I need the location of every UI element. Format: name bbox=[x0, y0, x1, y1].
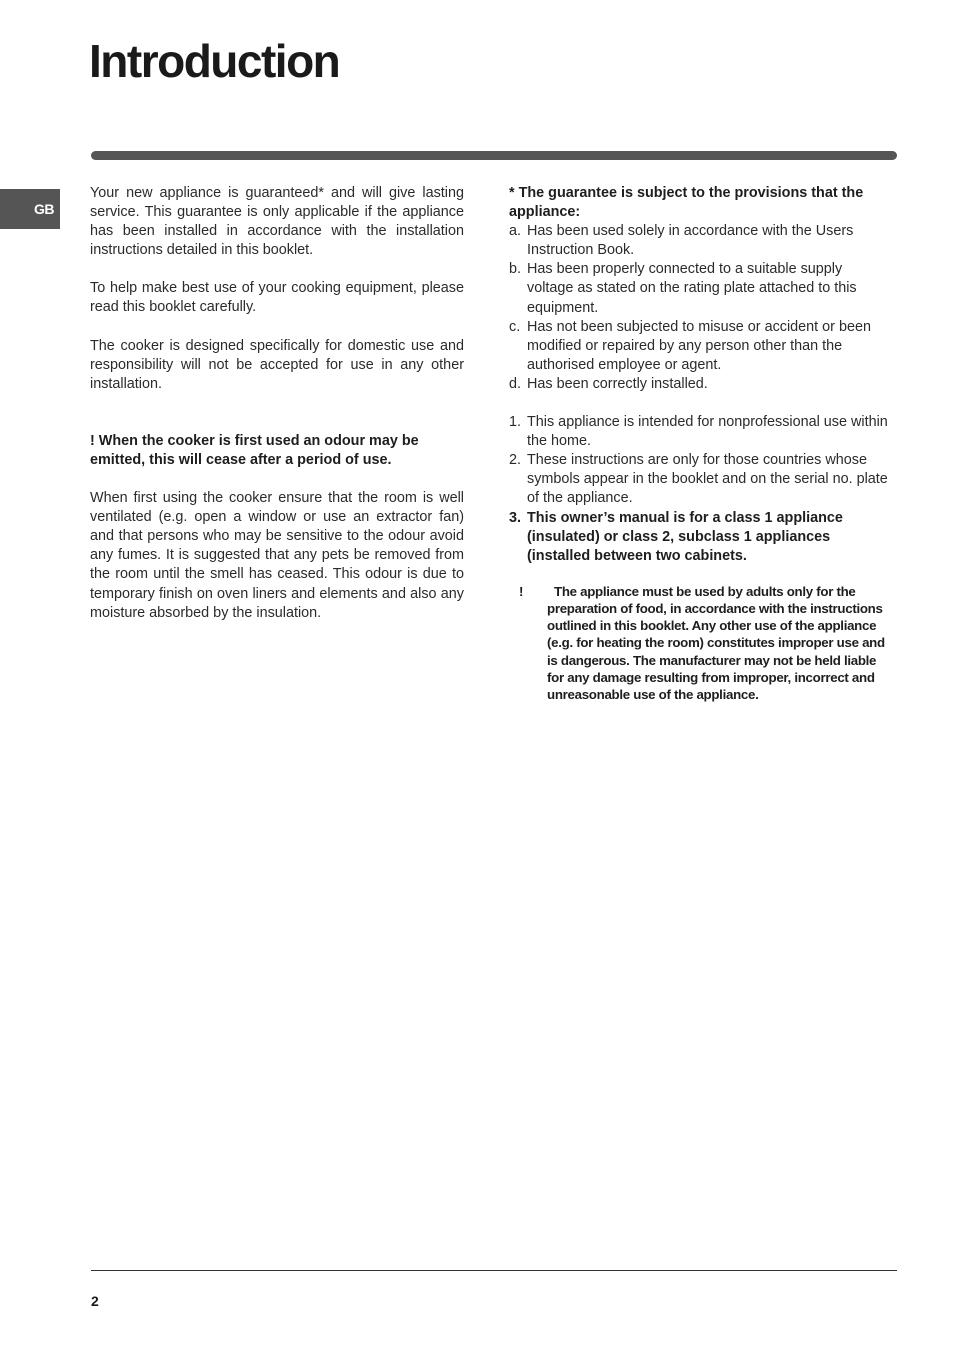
odour-warning-text: When the cooker is first used an odour may be emitted, this will cease after a period of use. bbox=[90, 432, 419, 468]
warning-mark: ! bbox=[519, 583, 524, 599]
footer-divider bbox=[91, 1270, 897, 1271]
list-marker: d. bbox=[509, 375, 522, 392]
language-tab: GB bbox=[0, 189, 60, 229]
right-column bbox=[509, 184, 891, 703]
list-item bbox=[509, 375, 891, 394]
improper-use-warning-text bbox=[547, 583, 891, 703]
list-item-text: This owner’s manual is for a class 1 appliance (insulated) or class 2, subclass 1 appliances (installed between two cabinets. bbox=[527, 509, 843, 564]
list-item bbox=[509, 451, 891, 508]
warning-first-line: The appliance must be used by adults only for the bbox=[554, 583, 856, 599]
list-marker: 1. bbox=[509, 414, 522, 431]
list-item-text: These instructions are only for those countries whose symbols appear in the booklet and on the serial no. plate of the appliance. bbox=[527, 452, 888, 507]
list-marker: 3. bbox=[509, 509, 522, 526]
page-title: Introduction bbox=[89, 35, 340, 87]
read-booklet-paragraph: To help make best use of your cooking equipment, please read this booklet carefully. bbox=[90, 280, 464, 316]
list-item-text: Has been correctly installed. bbox=[527, 375, 708, 392]
warning-mark: ! bbox=[90, 432, 95, 449]
domestic-use-paragraph: The cooker is designed specifically for domestic use and responsibility will not be accepted for use in any other installation. bbox=[90, 337, 464, 392]
page-number: 2 bbox=[91, 1293, 99, 1309]
list-item bbox=[509, 509, 891, 566]
list-item bbox=[509, 222, 891, 260]
conditions-list bbox=[509, 222, 891, 394]
ventilation-paragraph: When first using the cooker ensure that the room is well ventilated (e.g. open a window or use an extractor fan) and that persons who may be sensitive to the odour avoid any fumes. It is suggested that any pets be removed from the room until the smell has ceased. This odour is due to temporary finish on oven liners and elements and also any moisture absorbed by the insulation. bbox=[90, 490, 464, 621]
list-item-text: Has not been subjected to misuse or accident or been modified or repaired by any person other than the authorised employee or agent. bbox=[527, 318, 871, 373]
improper-use-warning bbox=[509, 583, 891, 703]
list-marker: a. bbox=[509, 223, 522, 240]
warning-rest: preparation of food, in accordance with the instructions outlined in this booklet. Any other use of the appliance (e.g. for heating the room) constitutes improper use and is dangerous. The manufacturer may not be held liable for any damage resulting from improper, incorrect and unreasonable use of the appliance. bbox=[547, 600, 885, 702]
guarantee-conditions-heading: * The guarantee is subject to the provisions that the appliance: bbox=[509, 185, 864, 221]
odour-warning bbox=[90, 432, 464, 470]
notes-list bbox=[509, 413, 891, 566]
list-item-text: Has been used solely in accordance with the Users Instruction Book. bbox=[527, 223, 854, 259]
left-column bbox=[90, 184, 464, 623]
list-item bbox=[509, 413, 891, 451]
list-marker: 2. bbox=[509, 452, 522, 469]
list-item-text: Has been properly connected to a suitable supply voltage as stated on the rating plate attached to this equipment. bbox=[527, 261, 857, 316]
list-marker: c. bbox=[509, 318, 521, 335]
guarantee-paragraph: Your new appliance is guaranteed* and will give lasting service. This guarantee is only applicable if the appliance has been installed in accordance with the installation instructions detailed in this booklet. bbox=[90, 185, 464, 259]
header-divider bbox=[91, 151, 897, 160]
list-item-text: This appliance is intended for nonprofessional use within the home. bbox=[527, 414, 888, 450]
list-item bbox=[509, 318, 891, 375]
list-marker: b. bbox=[509, 261, 522, 278]
list-item bbox=[509, 260, 891, 317]
